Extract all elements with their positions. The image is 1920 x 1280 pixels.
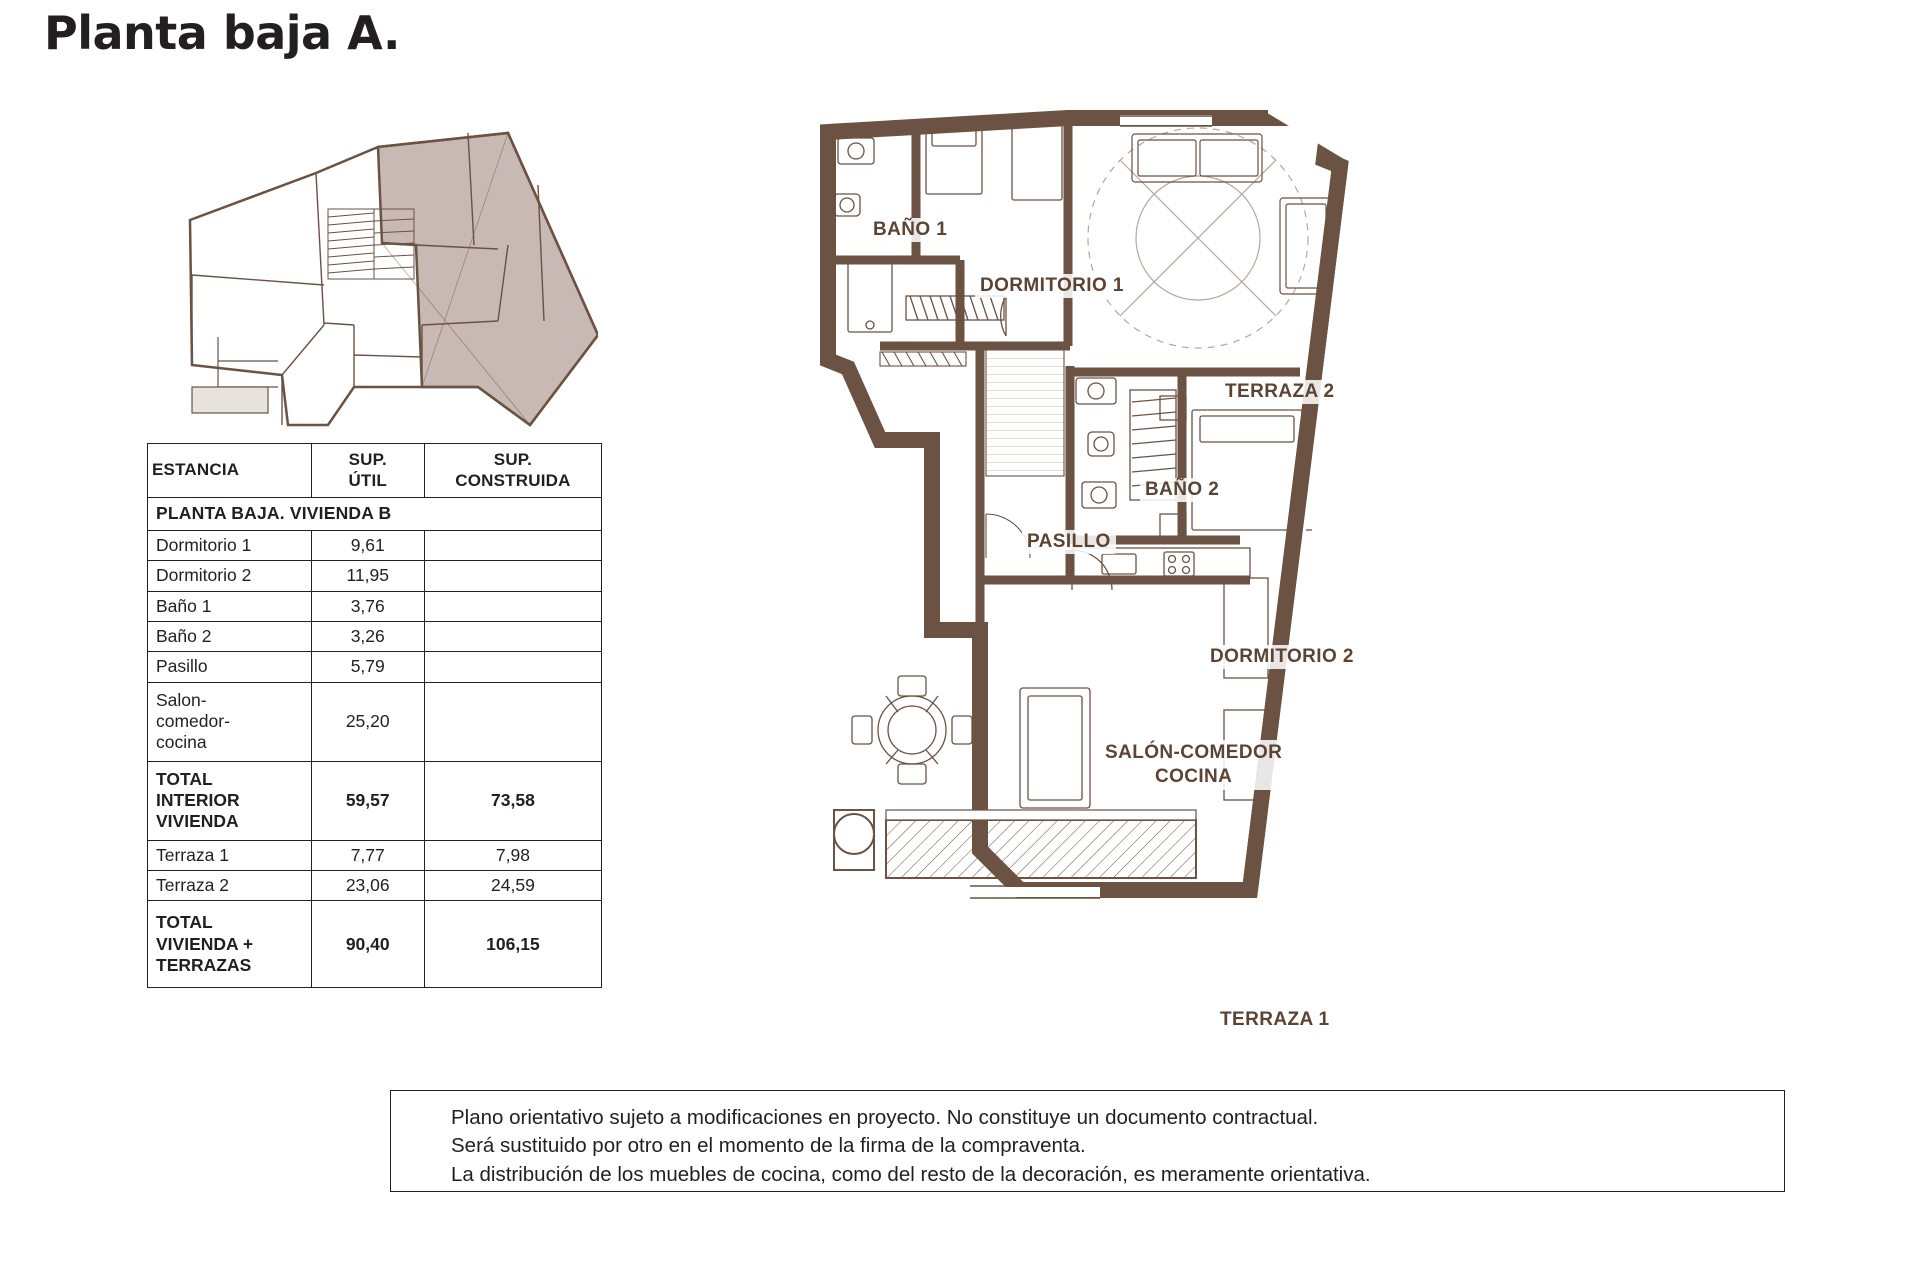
row-room-line2: INTERIOR [156, 789, 240, 810]
table-row [148, 652, 602, 682]
row-room: Dormitorio 2 [148, 561, 312, 591]
table-section-row [148, 498, 602, 530]
row-util: 3,76 [311, 591, 424, 621]
row-constr: 24,59 [424, 870, 601, 900]
table-row [148, 591, 602, 621]
row-room-line2: comedor- [156, 710, 230, 731]
row-util: 11,95 [311, 561, 424, 591]
room-label-salon-comedor-cocina [1100, 740, 1287, 790]
room-label-text: DORMITORIO 1 [980, 275, 1124, 296]
table-header-row [148, 444, 602, 498]
table-row-total-interior [148, 761, 602, 840]
room-label-pasillo [1022, 530, 1116, 554]
disclaimer-box [390, 1090, 1785, 1192]
key-plan-diagram [178, 125, 598, 445]
room-label-text: TERRAZA 2 [1225, 381, 1335, 402]
row-room-line1: TOTAL [156, 912, 213, 933]
row-room: Pasillo [148, 652, 312, 682]
room-label-text-line1: SALÓN-COMEDOR [1105, 742, 1283, 763]
row-room: Baño 1 [148, 591, 312, 621]
row-constr [424, 530, 601, 560]
section-label: PLANTA BAJA. VIVIENDA B [148, 498, 602, 530]
row-util: 59,57 [311, 761, 424, 840]
row-util: 3,26 [311, 621, 424, 651]
row-constr: 73,58 [424, 761, 601, 840]
header-sup-util-line2: ÚTIL [348, 470, 388, 490]
row-constr: 106,15 [424, 901, 601, 988]
table-row [148, 840, 602, 870]
header-room: ESTANCIA [148, 444, 312, 498]
table-row [148, 561, 602, 591]
room-label-bano-1 [868, 218, 952, 242]
row-constr [424, 621, 601, 651]
room-label-text: TERRAZA 1 [1220, 1009, 1330, 1030]
row-room [148, 682, 312, 761]
room-label-text: DORMITORIO 2 [1210, 646, 1354, 667]
row-room [148, 901, 312, 988]
row-room-line3: TERRAZAS [156, 954, 252, 975]
room-label-text-line2: COCINA [1154, 765, 1233, 787]
row-util: 9,61 [311, 530, 424, 560]
room-label-text: BAÑO 1 [873, 219, 948, 240]
row-constr [424, 561, 601, 591]
row-room: Terraza 1 [148, 840, 312, 870]
room-label-terraza-2 [1220, 380, 1340, 404]
label-shadow [1221, 1031, 1341, 1037]
row-constr [424, 591, 601, 621]
row-constr [424, 652, 601, 682]
table-row-total-terrazas [148, 901, 602, 988]
table-row [148, 682, 602, 761]
row-room-line3: VIVIENDA [156, 811, 239, 832]
table-row [148, 621, 602, 651]
row-util: 90,40 [311, 901, 424, 988]
table-row [148, 870, 602, 900]
disclaimer-line-1: Plano orientativo sujeto a modificaciones en proyecto. No constituye un documento contractual. [451, 1106, 1319, 1129]
row-room-line3: cocina [156, 732, 207, 753]
row-room-line1: Salon- [156, 689, 207, 710]
page-title: Planta baja A. [44, 6, 401, 60]
row-room: Baño 2 [148, 621, 312, 651]
header-sup-util [311, 444, 424, 498]
header-sup-construida-line2: CONSTRUIDA [455, 470, 571, 490]
row-util: 23,06 [311, 870, 424, 900]
room-label-dormitorio-1 [975, 274, 1129, 298]
row-room: Dormitorio 1 [148, 530, 312, 560]
row-util: 7,77 [311, 840, 424, 870]
disclaimer-line-2: Será sustituido por otro en el momento de la firma de la compraventa. [451, 1134, 1086, 1158]
disclaimer-line-3: La distribución de los muebles de cocina, como del resto de la decoración, es meramente orientativa. [451, 1162, 1371, 1186]
room-label-text: PASILLO [1027, 531, 1111, 552]
row-room: Terraza 2 [148, 870, 312, 900]
row-room-line2: VIVIENDA + [156, 933, 254, 954]
room-label-bano-2 [1140, 478, 1224, 502]
room-label-text: BAÑO 2 [1145, 479, 1220, 500]
row-constr [424, 682, 601, 761]
header-sup-util-line1: SUP. [348, 450, 387, 469]
area-table [147, 443, 602, 988]
table-row [148, 530, 602, 560]
row-util: 5,79 [311, 652, 424, 682]
row-room-line1: TOTAL [156, 768, 213, 789]
row-constr: 7,98 [424, 840, 601, 870]
room-label-terraza-1 [1215, 1008, 1335, 1032]
header-sup-construida-line1: SUP. [493, 450, 533, 469]
row-room [148, 761, 312, 840]
header-sup-construida [424, 444, 601, 498]
room-label-dormitorio-2 [1205, 645, 1359, 669]
row-util: 25,20 [311, 682, 424, 761]
